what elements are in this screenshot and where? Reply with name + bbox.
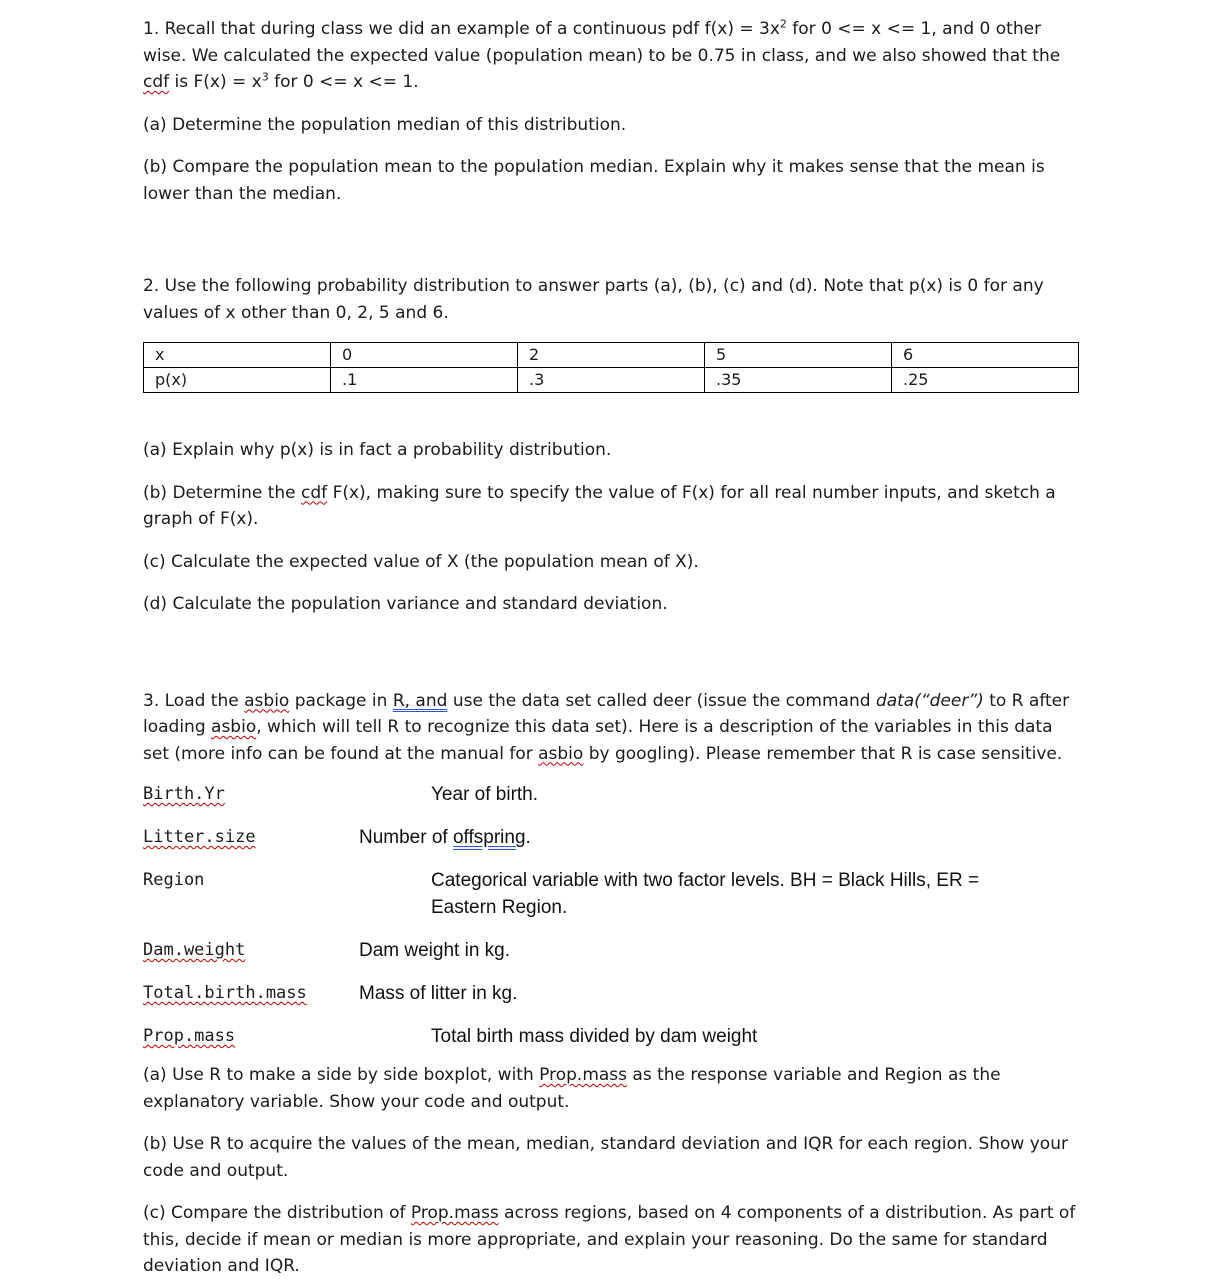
variable-row (143, 937, 1083, 964)
spell-flag-asbio: asbio (538, 743, 584, 764)
q2-part-b: (b) Determine the cdf F(x), making sure to specify the value of F(x) for all real number inputs, and sketch a graph of F(x). (143, 482, 1056, 529)
variable-name: Total.birth.mass (143, 983, 307, 1003)
table-cell: .35 (705, 368, 892, 393)
document-page (143, 16, 1083, 1280)
q1-intro: 1. Recall that during class we did an example of a continuous pdf $f(x) = 3x^2$ for 0 <= x <= 1, and 0 other wise. We calculated the expected value (population mean) to be 0.75 in class, and we also showed that the cdf is $F(x) = x^3$ for 0 <= x <= 1. (143, 17, 1061, 92)
variable-name: Birth.Yr (143, 784, 225, 804)
table-cell: 0 (331, 343, 518, 368)
q1-part-b: (b) Compare the population mean to the population median. Explain why it makes sense that the mean is lower than the median. (143, 157, 1045, 204)
variable-desc: Categorical variable with two factor levels. BH = Black Hills, ER = Eastern Region. (431, 870, 980, 918)
spell-flag-asbio: asbio (244, 690, 290, 711)
variable-desc: Number of offspring. (359, 827, 531, 848)
variable-name: Prop.mass (143, 1026, 236, 1046)
spell-flag-cdf: cdf (143, 72, 170, 92)
q2-part-c: (c) Calculate the expected value of X (the population mean of X). (143, 551, 699, 572)
table-row-x (144, 343, 1079, 368)
spell-flag-propmass: Prop.mass (539, 1065, 628, 1085)
variable-row (143, 1023, 1083, 1050)
q2-intro: 2. Use the following probability distribution to answer parts (a), (b), (c) and (d). Note that p(x) is 0 for any values of x other than 0, 2, 5 and 6. (143, 276, 1044, 323)
table-cell: 2 (518, 343, 705, 368)
table-cell: .25 (892, 368, 1079, 393)
q3-part-c: (c) Compare the distribution of Prop.mass across regions, based on 4 components of a distribution. As part of this, decide if mean or median is more appropriate, and explain your reasoning. Do the same for standard deviation and IQR. (143, 1203, 1076, 1276)
q2-part-d: (d) Calculate the population variance and standard deviation. (143, 594, 668, 614)
spell-flag-propmass: Prop.mass (410, 1203, 499, 1223)
variable-name: Dam.weight (143, 940, 246, 960)
variable-row (143, 867, 1083, 921)
probability-table (143, 342, 1079, 393)
variable-list (143, 781, 1083, 1050)
table-row-p (144, 368, 1079, 393)
table-cell: .3 (518, 368, 705, 393)
table-cell-p-label: p(x) (144, 368, 331, 393)
grammar-flag: R, and (392, 690, 448, 711)
variable-desc: Total birth mass divided by dam weight (431, 1026, 758, 1047)
variable-name: Region (143, 870, 205, 890)
variable-row (143, 824, 1083, 851)
variable-desc: Mass of litter in kg. (359, 983, 518, 1004)
q3-intro: 3. Load the asbio package in R, and use the data set called deer (issue the command data(“deer”) to R after loading asbio, which will tell R to recognize this data set). Here is a description of the variables in this data set (more info can be found at the manual for asbio by googling). Please remember that R is case sensitive. (143, 690, 1070, 764)
spell-flag-cdf: cdf (301, 482, 328, 503)
variable-row (143, 781, 1083, 808)
spell-flag-asbio: asbio (211, 717, 257, 737)
variable-name: Litter.size (143, 827, 256, 847)
variable-row (143, 980, 1083, 1007)
q2-part-a: (a) Explain why p(x) is in fact a probability distribution. (143, 440, 612, 460)
q3-part-a: (a) Use R to make a side by side boxplot, with Prop.mass as the response variable and Region as the explanatory variable. Show your code and output. (143, 1065, 1001, 1112)
table-cell: 6 (892, 343, 1079, 368)
variable-desc: Dam weight in kg. (359, 940, 511, 961)
table-cell-x-label: x (144, 343, 331, 368)
variable-desc: Year of birth. (431, 784, 539, 805)
table-cell: 5 (705, 343, 892, 368)
table-cell: .1 (331, 368, 518, 393)
grammar-flag: offspring (452, 827, 526, 848)
q1-part-a: (a) Determine the population median of this distribution. (143, 114, 627, 135)
q3-part-b: (b) Use R to acquire the values of the mean, median, standard deviation and IQR for each region. Show your code and output. (143, 1134, 1068, 1181)
